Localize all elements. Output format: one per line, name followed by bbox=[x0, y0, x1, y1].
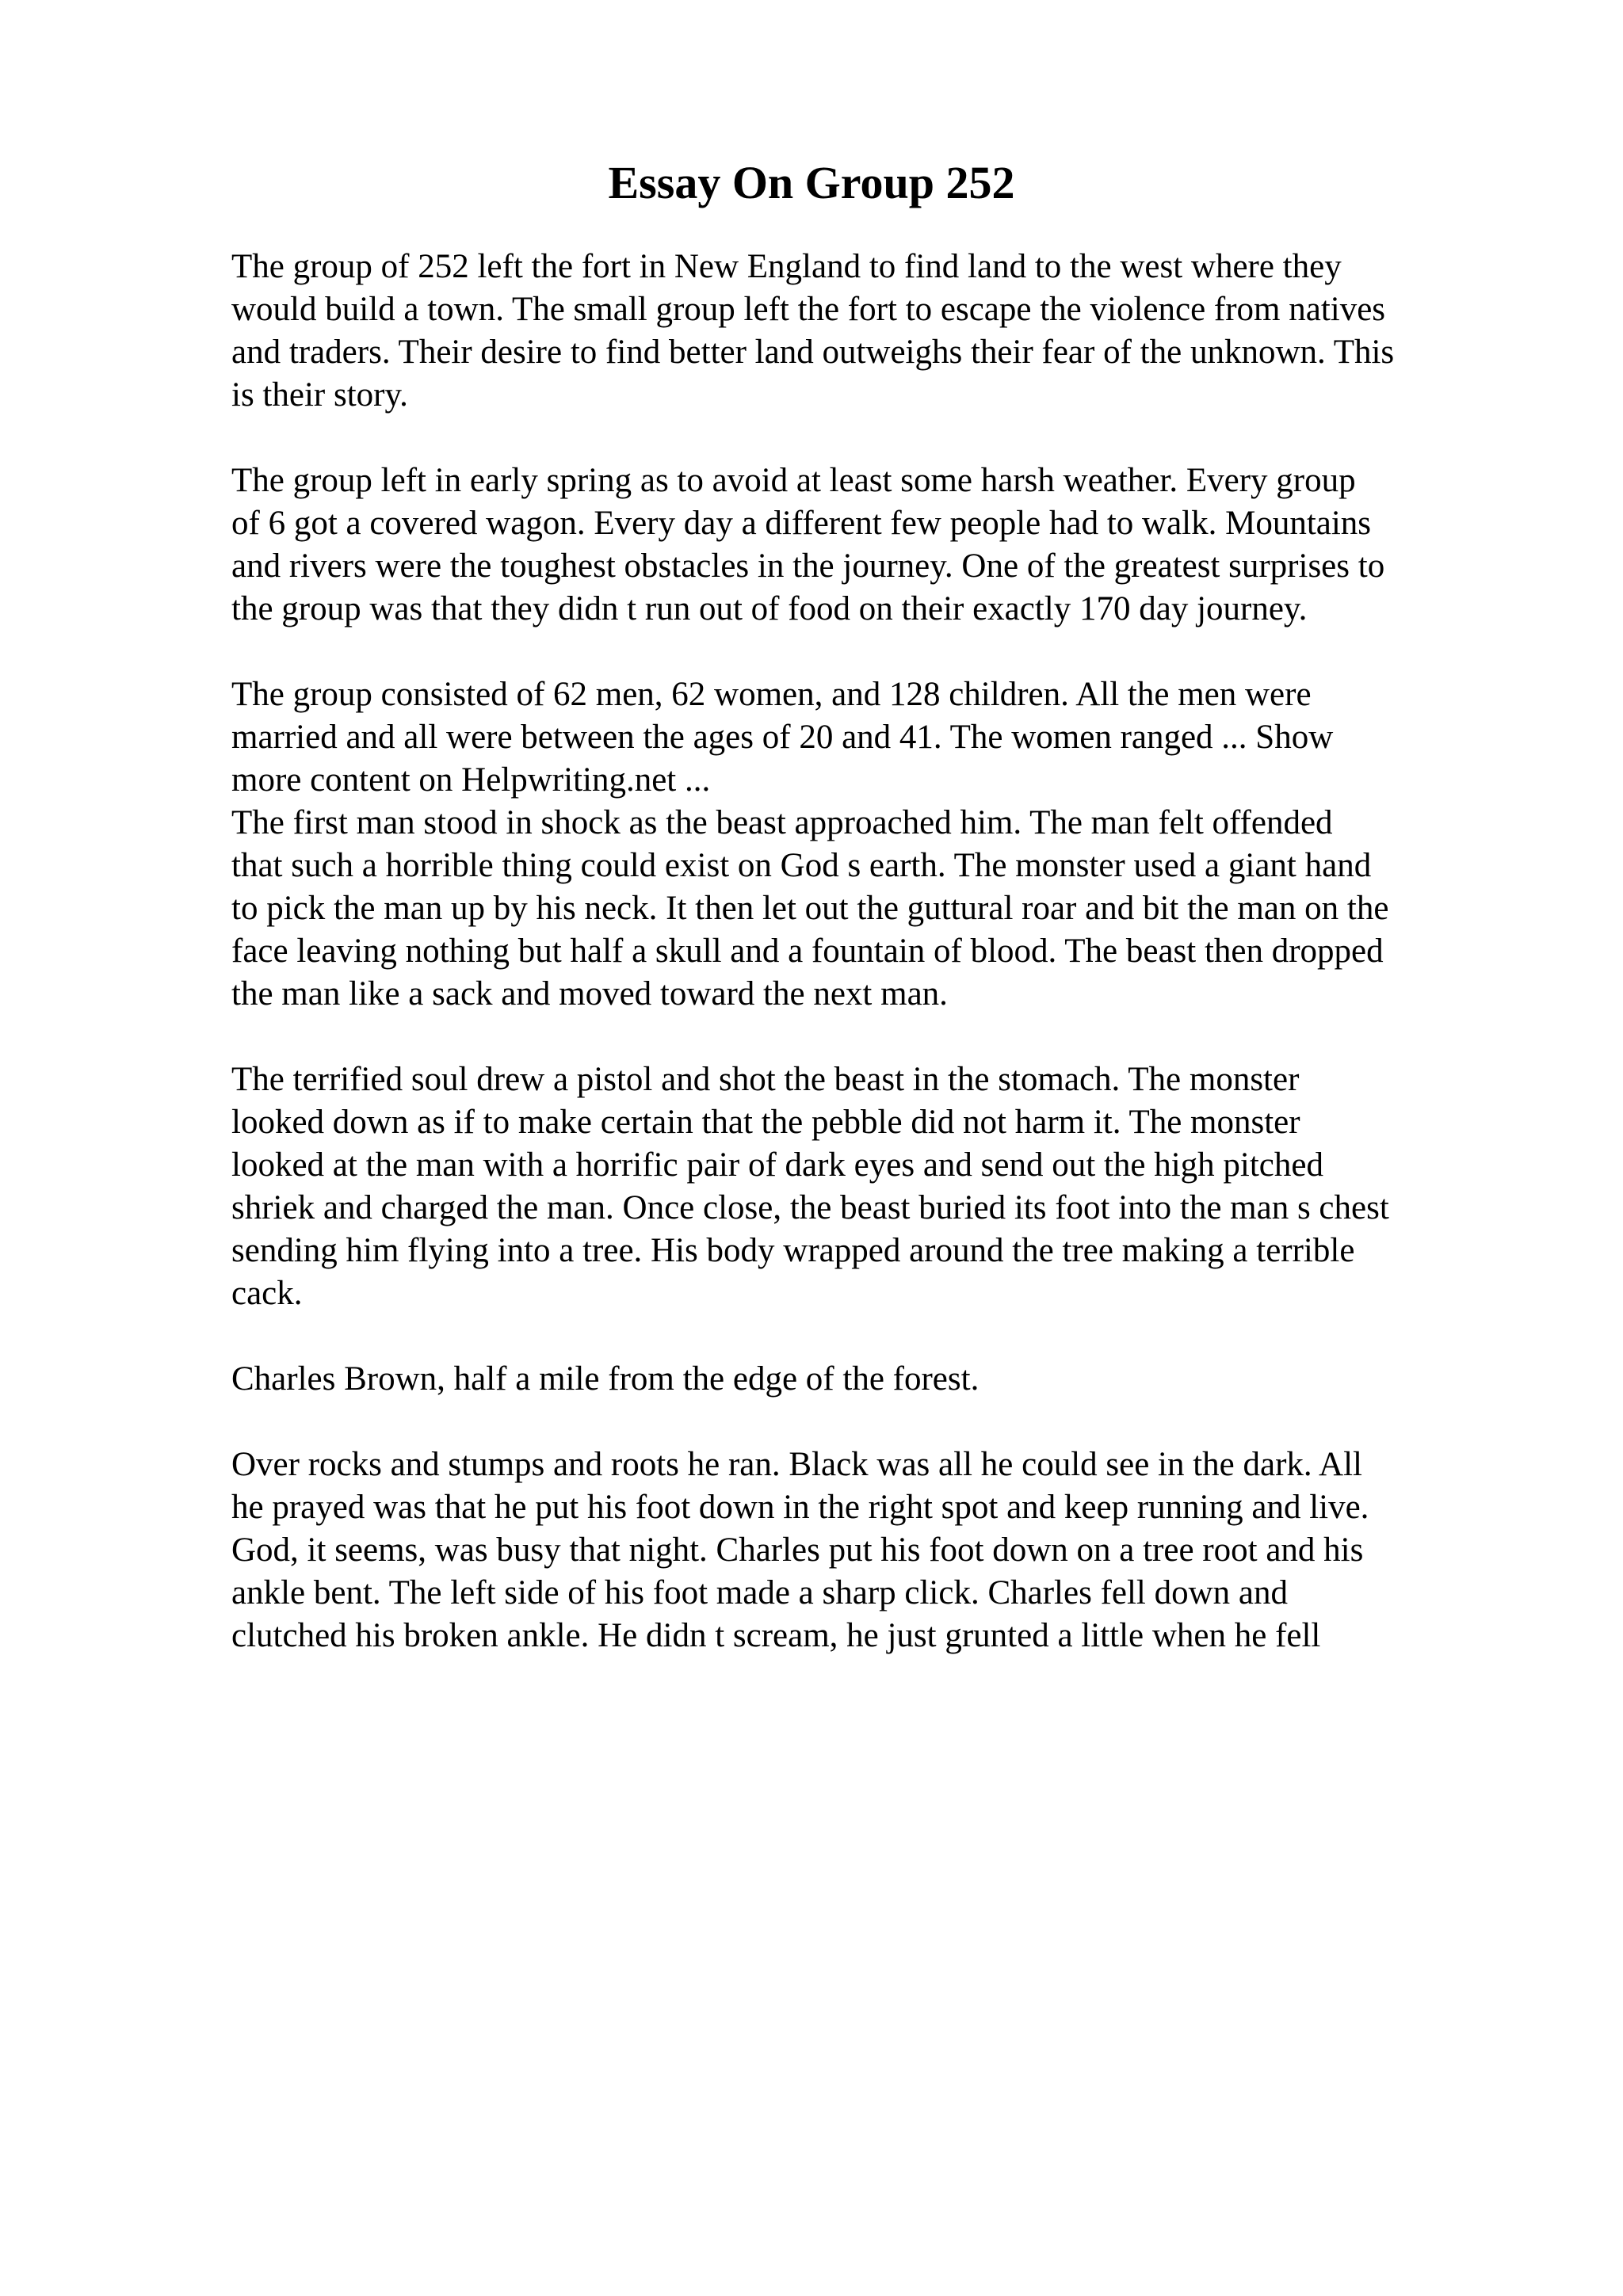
paragraph-6 bbox=[231, 1358, 1499, 1401]
text-line: of 6 got a covered wagon. Every day a different few people had to walk. Mountains bbox=[231, 505, 1372, 542]
text-line: the group was that they didn t run out of food on their exactly 170 day journey. bbox=[231, 590, 1308, 627]
text-line: cack. bbox=[231, 1275, 303, 1312]
paragraph-7 bbox=[231, 1444, 1499, 1657]
paragraph-5 bbox=[231, 1058, 1499, 1315]
text-line: would build a town. The small group left the fort to escape the violence from natives bbox=[231, 291, 1386, 328]
paragraph-4 bbox=[231, 802, 1499, 1016]
text-line: God, it seems, was busy that night. Charles put his foot down on a tree root and his bbox=[231, 1531, 1364, 1569]
paragraph-2 bbox=[231, 460, 1499, 631]
text-line: and rivers were the toughest obstacles in the journey. One of the greatest surprises to bbox=[231, 547, 1385, 585]
text-line: sending him flying into a tree. His body wrapped around the tree making a terrible bbox=[231, 1232, 1355, 1269]
text-line: married and all were between the ages of 20 and 41. The women ranged ... Show bbox=[231, 719, 1334, 756]
text-line: shriek and charged the man. Once close, the beast buried its foot into the man s chest bbox=[231, 1189, 1389, 1226]
text-line: The group of 252 left the fort in New England to find land to the west where they bbox=[231, 248, 1342, 285]
text-line: The group consisted of 62 men, 62 women, and 128 children. All the men were bbox=[231, 676, 1312, 713]
text-line: looked down as if to make certain that the pebble did not harm it. The monster bbox=[231, 1104, 1300, 1141]
text-line: he prayed was that he put his foot down in the right spot and keep running and live. bbox=[231, 1489, 1369, 1526]
text-line: looked at the man with a horrific pair of dark eyes and send out the high pitched bbox=[231, 1146, 1323, 1184]
document-body bbox=[231, 246, 1499, 1700]
text-line: Over rocks and stumps and roots he ran. Black was all he could see in the dark. All bbox=[231, 1446, 1362, 1483]
document-title: Essay On Group 252 bbox=[608, 157, 1015, 208]
text-line: the man like a sack and moved toward the next man. bbox=[231, 975, 948, 1013]
text-line: is their story. bbox=[231, 376, 408, 414]
text-line: face leaving nothing but half a skull and a fountain of blood. The beast then dropped bbox=[231, 933, 1384, 970]
paragraph-3 bbox=[231, 673, 1499, 802]
text-line: The group left in early spring as to avoid at least some harsh weather. Every group bbox=[231, 462, 1356, 499]
paragraph-1 bbox=[231, 246, 1499, 417]
text-line: more content on Helpwriting.net ... bbox=[231, 761, 711, 799]
text-line: and traders. Their desire to find better land outweighs their fear of the unknown. This bbox=[231, 334, 1395, 371]
text-line: that such a horrible thing could exist on God s earth. The monster used a giant hand bbox=[231, 847, 1372, 884]
text-line: clutched his broken ankle. He didn t scream, he just grunted a little when he fell bbox=[231, 1617, 1321, 1654]
text-line: The first man stood in shock as the beast approached him. The man felt offended bbox=[231, 804, 1333, 841]
text-line: The terrified soul drew a pistol and shot the beast in the stomach. The monster bbox=[231, 1061, 1300, 1098]
text-line: to pick the man up by his neck. It then let out the guttural roar and bit the man on the bbox=[231, 890, 1389, 927]
text-line: Charles Brown, half a mile from the edge of the forest. bbox=[231, 1360, 980, 1398]
text-line: ankle bent. The left side of his foot made a sharp click. Charles fell down and bbox=[231, 1574, 1288, 1611]
